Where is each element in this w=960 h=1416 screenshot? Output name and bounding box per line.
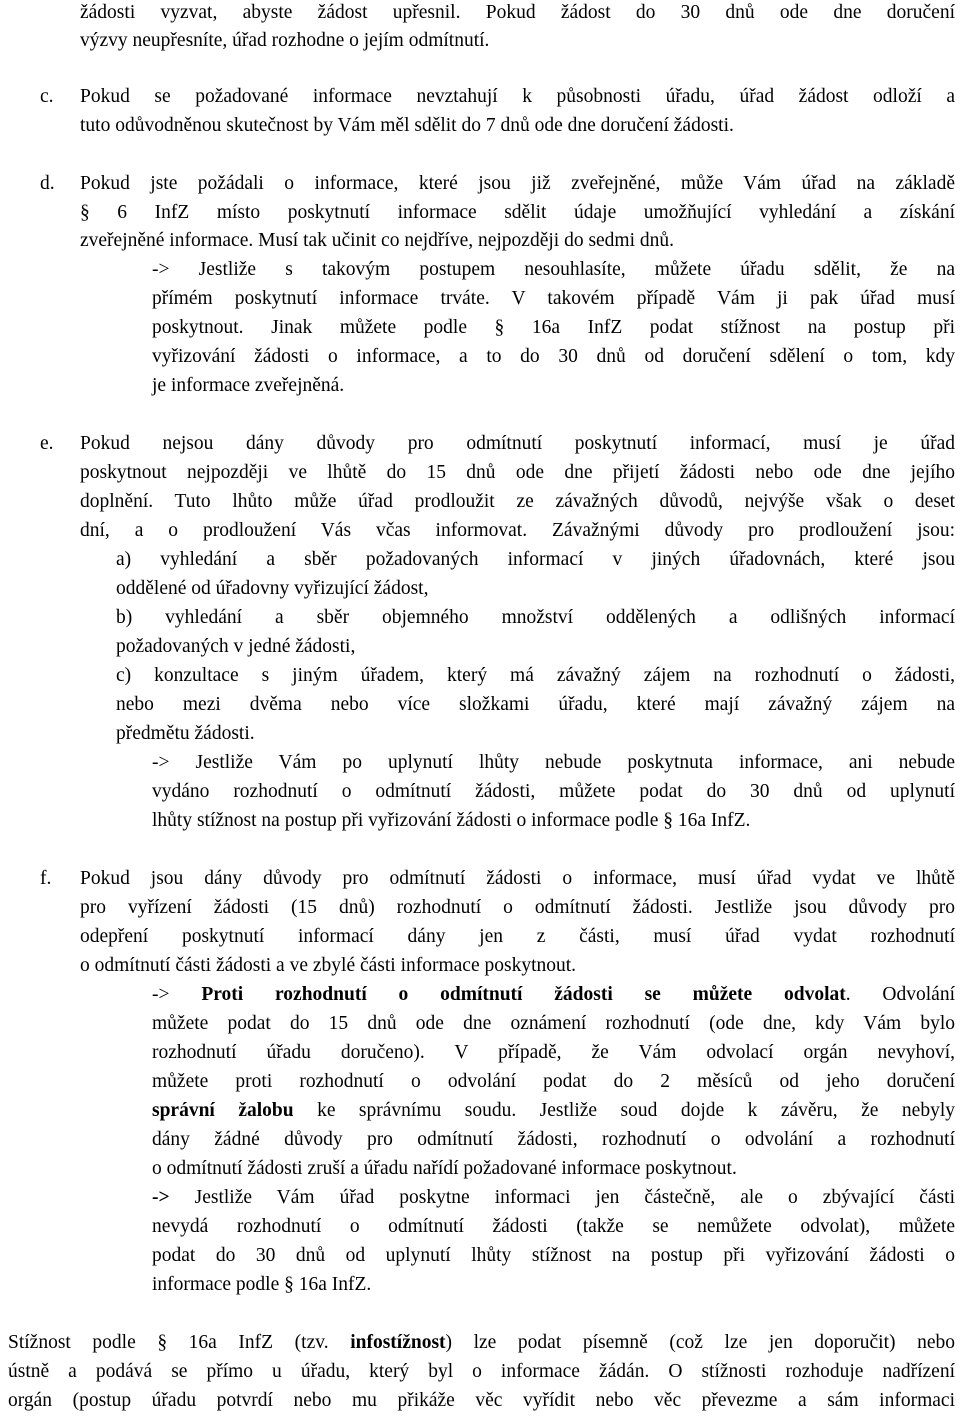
- paragraph-line: dní, a o prodloužení Vás včas informovat. Závažnými důvody pro prodloužení jsou:: [80, 520, 955, 541]
- paragraph-line: § 6 InfZ místo poskytnutí informace sdělit údaje umožňující vyhledání a získání: [80, 202, 955, 223]
- paragraph-line: -> Jestliže Vám po uplynutí lhůty nebude poskytnuta informace, ani nebude: [152, 752, 955, 773]
- paragraph-line: vyřizování žádosti o informace, a to do 30 dnů od doručení sdělení o tom, kdy: [152, 346, 955, 367]
- arrow-text: ->: [152, 984, 170, 1005]
- paragraph-line: rozhodnutí úřadu doručeno). V případě, že Vám odvolací orgán nevyhoví,: [152, 1042, 955, 1063]
- appeal-line: [152, 982, 955, 1008]
- item-marker-c: c.: [40, 86, 54, 107]
- paragraph-line: vydáno rozhodnutí o odmítnutí žádosti, můžete podat do 30 dnů od uplynutí: [152, 781, 955, 802]
- paragraph-line: o odmítnutí části žádosti a ve zbylé části informace poskytnout.: [80, 955, 577, 976]
- paragraph-line: ústně a podává se přímo u úřadu, který byl o informace žádán. O stížnosti rozhoduje nadřízení: [8, 1361, 955, 1382]
- reason-line: c) konzultace s jiným úřadem, který má závažný zájem na rozhodnutí o žádosti,: [116, 665, 955, 686]
- paragraph-line: Pokud jste požádali o informace, které jsou již zveřejněné, může Vám úřad na základě: [80, 173, 955, 194]
- paragraph-line: výzvy neupřesníte, úřad rozhodne o jejím odmítnutí.: [80, 30, 490, 51]
- paragraph-line: pro vyřízení žádosti (15 dnů) rozhodnutí o odmítnutí žádosti. Jestliže jsou důvody pro: [80, 897, 955, 918]
- paragraph-line: můžete proti rozhodnutí o odvolání podat do 2 měsíců od jeho doručení: [152, 1071, 955, 1092]
- lawsuit-rest-text: ke správnímu soudu. Jestliže soud dojde k závěru, že nebyly: [293, 1100, 955, 1121]
- complaint-post-text: ) lze podat písemně (což lze jen doporučit) nebo: [445, 1332, 956, 1353]
- paragraph-line: o odmítnutí žádosti zruší a úřadu nařídí požadované informace poskytnout.: [152, 1158, 737, 1179]
- paragraph-line: orgán (postup úřadu potvrdí nebo mu přikáže věc vyřídit nebo věc převezme a sám informaci: [8, 1390, 955, 1411]
- paragraph-line: zveřejněné informace. Musí tak učinit co nejdříve, nejpozději do sedmi dnů.: [80, 230, 675, 251]
- paragraph-line: žádosti vyzvat, abyste žádost upřesnil. Pokud žádost do 30 dnů ode dne doručení: [80, 2, 955, 23]
- reason-line: předmětu žádosti.: [116, 723, 255, 744]
- lawsuit-line: [152, 1098, 955, 1124]
- paragraph-line: dány žádné důvody pro odmítnutí žádosti, rozhodnutí o odvolání a rozhodnutí: [152, 1129, 955, 1150]
- complaint-pre-text: Stížnost podle § 16a InfZ (tzv.: [8, 1332, 351, 1353]
- paragraph-line: informace podle § 16a InfZ.: [152, 1274, 372, 1295]
- lawsuit-bold-text: správní žalobu: [152, 1100, 294, 1121]
- reason-line: b) vyhledání a sběr objemného množství oddělených a odlišných informací: [116, 607, 955, 628]
- complaint-line: [8, 1330, 955, 1356]
- paragraph-line: Pokud nejsou dány důvody pro odmítnutí poskytnutí informací, musí je úřad: [80, 433, 955, 454]
- paragraph-line: poskytnout nejpozději ve lhůtě do 15 dnů ode dne přijetí žádosti nebo ode dne jejího: [80, 462, 955, 483]
- paragraph-line: je informace zveřejněná.: [152, 375, 345, 396]
- paragraph-line: můžete podat do 15 dnů ode dne oznámení rozhodnutí (ode dne, kdy Vám bylo: [152, 1013, 955, 1034]
- reason-line: a) vyhledání a sběr požadovaných informací v jiných úřadovnách, které jsou: [116, 549, 955, 570]
- appeal-rest-text: . Odvolání: [845, 984, 956, 1005]
- paragraph-line: Pokud jsou dány důvody pro odmítnutí žádosti o informace, musí úřad vydat ve lhůtě: [80, 868, 955, 889]
- item-marker-d: d.: [40, 173, 55, 194]
- reason-line: požadovaných v jedné žádosti,: [116, 636, 356, 657]
- partial-first-text: Jestliže Vám úřad poskytne informaci jen částečně, ale o zbývající části: [169, 1187, 955, 1208]
- arrow-bold-text: ->: [152, 1187, 170, 1208]
- paragraph-line: poskytnout. Jinak můžete podle § 16a InfZ podat stížnost na postup při: [152, 317, 955, 338]
- item-marker-e: e.: [40, 433, 54, 454]
- paragraph-line: podat do 30 dnů od uplynutí lhůty stížnost na postup při vyřizování žádosti o: [152, 1245, 955, 1266]
- partial-line: [152, 1185, 955, 1211]
- paragraph-line: -> Jestliže s takovým postupem nesouhlasíte, můžete úřadu sdělit, že na: [152, 259, 955, 280]
- reason-line: oddělené od úřadovny vyřizující žádost,: [116, 578, 429, 599]
- paragraph-line: nevydá rozhodnutí o odmítnutí žádosti (takže se nemůžete odvolat), můžete: [152, 1216, 955, 1237]
- item-marker-f: f.: [40, 868, 52, 889]
- paragraph-line: Pokud se požadované informace nevztahují k působnosti úřadu, úřad žádost odloží a: [80, 86, 955, 107]
- paragraph-line: přímém poskytnutí informace trváte. V takovém případě Vám ji pak úřad musí: [152, 288, 955, 309]
- infostiznost-bold-text: infostížnost: [350, 1332, 446, 1353]
- paragraph-line: doplnění. Tuto lhůto může úřad prodloužit ze závažných důvodů, nejvýše však o deset: [80, 491, 955, 512]
- paragraph-line: tuto odůvodněnou skutečnost by Vám měl sdělit do 7 dnů ode dne doručení žádosti.: [80, 115, 734, 136]
- paragraph-line: odepření poskytnutí informací dány jen z části, musí úřad vydat rozhodnutí: [80, 926, 955, 947]
- appeal-bold-text: Proti rozhodnutí o odmítnutí žádosti se můžete odvolat: [201, 984, 846, 1005]
- paragraph-line: lhůty stížnost na postup při vyřizování žádosti o informace podle § 16a InfZ.: [152, 810, 751, 831]
- reason-line: nebo mezi dvěma nebo více složkami úřadu, které mají závažný zájem na: [116, 694, 955, 715]
